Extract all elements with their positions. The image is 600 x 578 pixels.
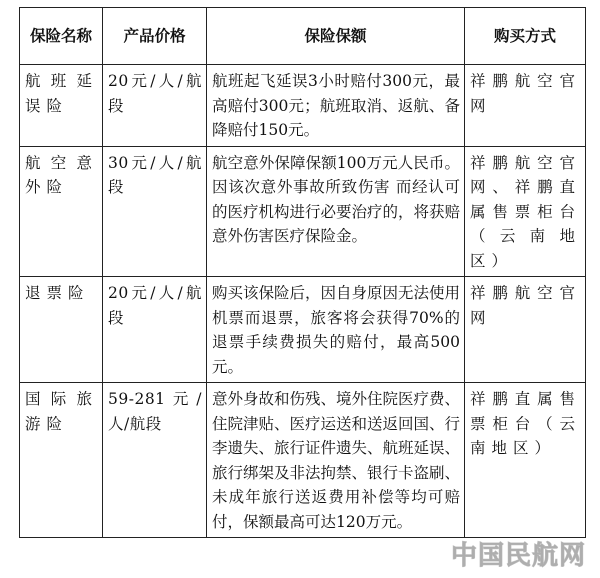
cell-insurance-name: 退票险	[20, 277, 103, 383]
cell-coverage: 意外身故和伤残、境外住院医疗费、住院津贴、医疗运送和送返回国、行李遗失、旅行证件遗失、航班延误、旅行绑架及非法拘禁、银行卡盗刷、未成年旅行送返费用补偿等均可赔付，保额最高可达120万元。	[207, 383, 465, 538]
cell-product-price: 20元/人/航段	[103, 65, 207, 147]
cell-insurance-name: 航班延误险	[20, 65, 103, 147]
insurance-table	[19, 7, 586, 538]
table-row	[20, 146, 586, 277]
cell-product-price: 20元/人/航段	[103, 277, 207, 383]
table-header-row	[20, 8, 586, 65]
cell-purchase-method: 祥鹏航空官网、祥鹏直属售票柜台（云南地区）	[465, 146, 586, 277]
cell-purchase-method: 祥鹏直属售票柜台（云南地区）	[465, 383, 586, 538]
header-coverage: 保险保额	[207, 8, 465, 65]
table-row	[20, 383, 586, 538]
cell-purchase-method: 祥鹏航空官网	[465, 65, 586, 147]
table-row	[20, 277, 586, 383]
cell-coverage: 航空意外保障保额100万元人民币。因该次意外事故所致伤害 而经认可的医疗机构进行必要治疗的，将获赔意外伤害医疗保险金。	[207, 146, 465, 277]
header-product-price: 产品价格	[103, 8, 207, 65]
cell-product-price: 30元/人/航段	[103, 146, 207, 277]
cell-product-price: 59-281元/人/航段	[103, 383, 207, 538]
site-watermark: 中国民航网	[450, 541, 586, 571]
cell-insurance-name: 航空意外险	[20, 146, 103, 277]
cell-coverage: 购买该保险后，因自身原因无法使用机票而退票，旅客将会获得70%的退票手续费损失的赔付，最高500元。	[207, 277, 465, 383]
cell-purchase-method: 祥鹏航空官网	[465, 277, 586, 383]
cell-insurance-name: 国际旅游险	[20, 383, 103, 538]
cell-coverage: 航班起飞延误3小时赔付300元，最高赔付300元；航班取消、返航、备降赔付150元。	[207, 65, 465, 147]
insurance-table-container	[19, 7, 585, 538]
table-row	[20, 65, 586, 147]
header-purchase-method: 购买方式	[465, 8, 586, 65]
header-insurance-name: 保险名称	[20, 8, 103, 65]
